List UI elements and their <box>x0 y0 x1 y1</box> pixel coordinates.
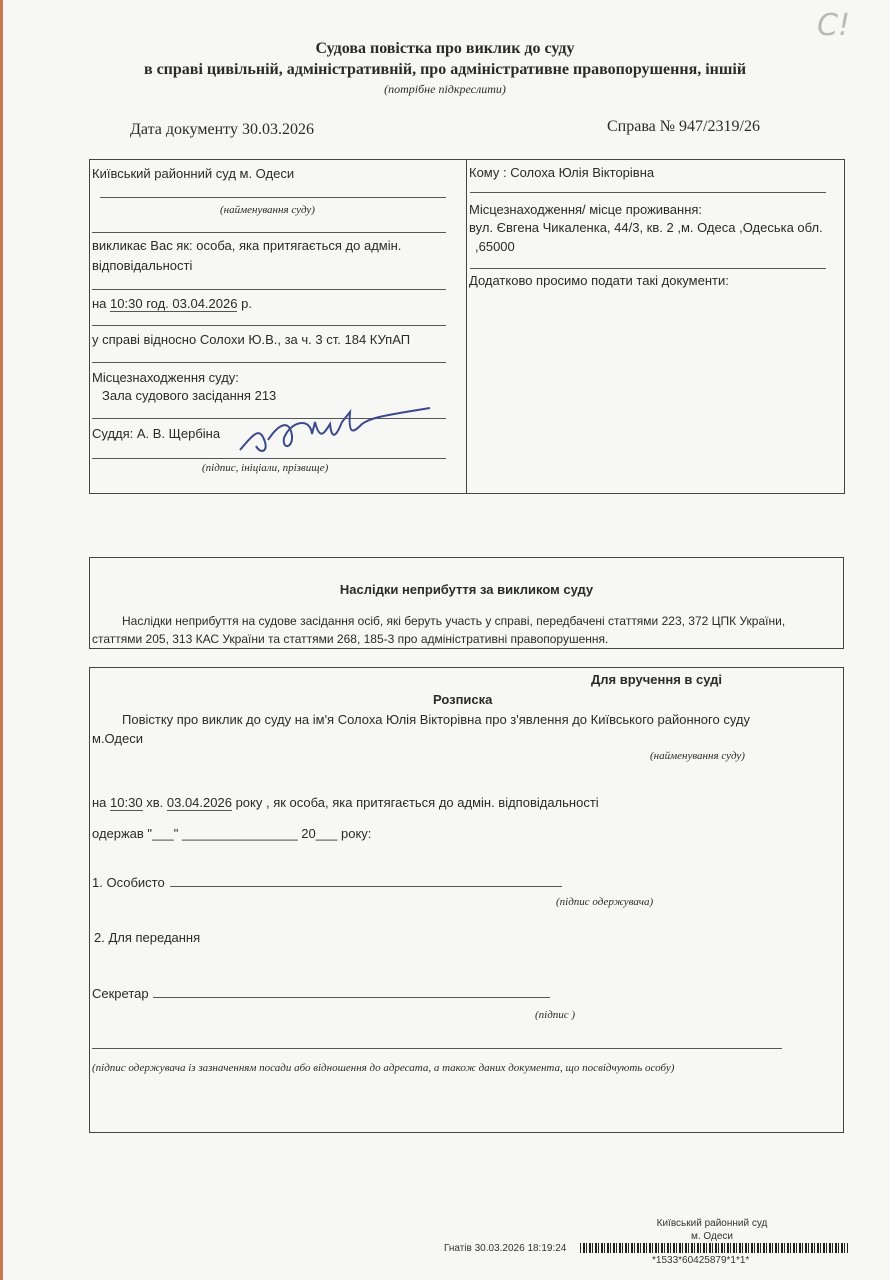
personally-signature-line <box>170 886 562 887</box>
receipt-line-2: м.Одеси <box>92 731 143 746</box>
divider-line <box>92 232 446 233</box>
secretary-label: Секретар <box>92 986 149 1001</box>
secretary-caption: (підпис ) <box>535 1009 576 1021</box>
time-value: 10:30 год. 03.04.2026 <box>110 296 238 311</box>
judge-caption: (підпис, ініціали, прізвище) <box>202 462 329 474</box>
hearing-time <box>92 296 252 311</box>
address-line <box>470 268 826 269</box>
khv-label: хв. <box>146 795 164 810</box>
court-location-label: Місцезнаходження суду: <box>92 370 239 385</box>
personally-caption: (підпис одержувача) <box>556 896 654 908</box>
summons-divider <box>466 159 467 493</box>
receipt-line-1: Повістку про виклик до суду на ім'я Солоха Юлія Вікторівна про з'явлення до Київського районного суду <box>122 712 750 727</box>
page-edge-strip <box>0 0 3 1280</box>
judge-name: Суддя: А. В. Щербіна <box>92 426 221 441</box>
court-location-value: Зала судового засідання 213 <box>102 388 277 403</box>
extra-documents-label: Додатково просимо подати такі документи: <box>469 273 729 288</box>
receipt-hearing-time <box>92 795 599 810</box>
address-line-1: вул. Євгена Чикаленка, 44/3, кв. 2 ,м. Одеса ,Одеська обл. <box>469 220 823 235</box>
consequences-text-1: Наслідки неприбуття на судове засідання осіб, які беруть участь у справі, передбачені статтями 223, 372 ЦПК України, <box>122 614 786 628</box>
divider-line <box>92 325 446 326</box>
personally-label: 1. Особисто <box>92 875 165 890</box>
hearing-hour: 10:30 <box>110 795 143 810</box>
receipt-court-caption: (найменування суду) <box>650 750 745 762</box>
recipient-name: Кому : Солоха Юлія Вікторівна <box>469 165 655 180</box>
document-title: Судова повістка про виклик до суду <box>315 40 575 57</box>
barcode-text: *1533*60425879*1*1* <box>652 1255 750 1266</box>
address-label: Місцезнаходження/ місце проживання: <box>469 202 703 217</box>
hearing-date: 03.04.2026 <box>166 795 232 810</box>
recipient-line <box>470 192 826 193</box>
judge-signature <box>220 402 440 462</box>
court-caption: (найменування суду) <box>220 204 315 216</box>
footer-court-line-1: Київський районний суд <box>656 1218 768 1229</box>
bottom-caption: (підпис одержувача із зазначенням посади або відношення до адресата, а також даних документа, що посвідчують особу) <box>92 1062 675 1074</box>
court-name-line <box>100 197 446 198</box>
bottom-signature-line <box>92 1048 782 1049</box>
underline-note: (потрібне підкреслити) <box>384 82 506 96</box>
signature-line <box>92 458 446 459</box>
handwritten-corner-mark: С! <box>817 8 850 43</box>
court-name: Київський районний суд м. Одеси <box>92 166 295 181</box>
case-number: Справа № 947/2319/26 <box>607 118 760 135</box>
secretary-signature-line <box>153 997 550 998</box>
summons-box <box>89 159 845 494</box>
receipt-title: Розписка <box>433 692 493 707</box>
time-suffix: р. <box>241 296 252 311</box>
document-date: Дата документу 30.03.2026 <box>130 121 314 138</box>
divider-line <box>92 362 446 363</box>
document-subtitle: в справі цивільній, адміністративній, про адміністративне правопорушення, іншій <box>143 61 747 78</box>
footer-stamp: Гнатів 30.03.2026 18:19:24 <box>444 1243 567 1254</box>
received-line: одержав "___" ________________ 20___ року: <box>92 826 372 841</box>
for-court-label: Для вручення в суді <box>591 672 722 687</box>
barcode <box>580 1243 848 1253</box>
footer-court-line-2: м. Одеси <box>691 1231 733 1242</box>
hearing-rest: року , як особа, яка притягається до адмін. відповідальності <box>235 795 599 810</box>
called-as-continued: відповідальності <box>92 258 193 273</box>
address-line-2: ,65000 <box>475 239 515 254</box>
transfer-label: 2. Для передання <box>94 930 201 945</box>
consequences-text-2: статтями 205, 313 КАС України та статтями 268, 185-3 про адміністративні правопорушення. <box>92 632 609 646</box>
time-prefix: на <box>92 296 107 311</box>
consequences-title: Наслідки неприбуття за викликом суду <box>339 582 594 597</box>
called-as: викликає Вас як: особа, яка притягається до адмін. <box>92 238 402 253</box>
case-subject: у справі відносно Солохи Ю.В., за ч. 3 ст. 184 КУпАП <box>92 332 411 347</box>
na-label: на <box>92 795 107 810</box>
divider-line <box>92 289 446 290</box>
